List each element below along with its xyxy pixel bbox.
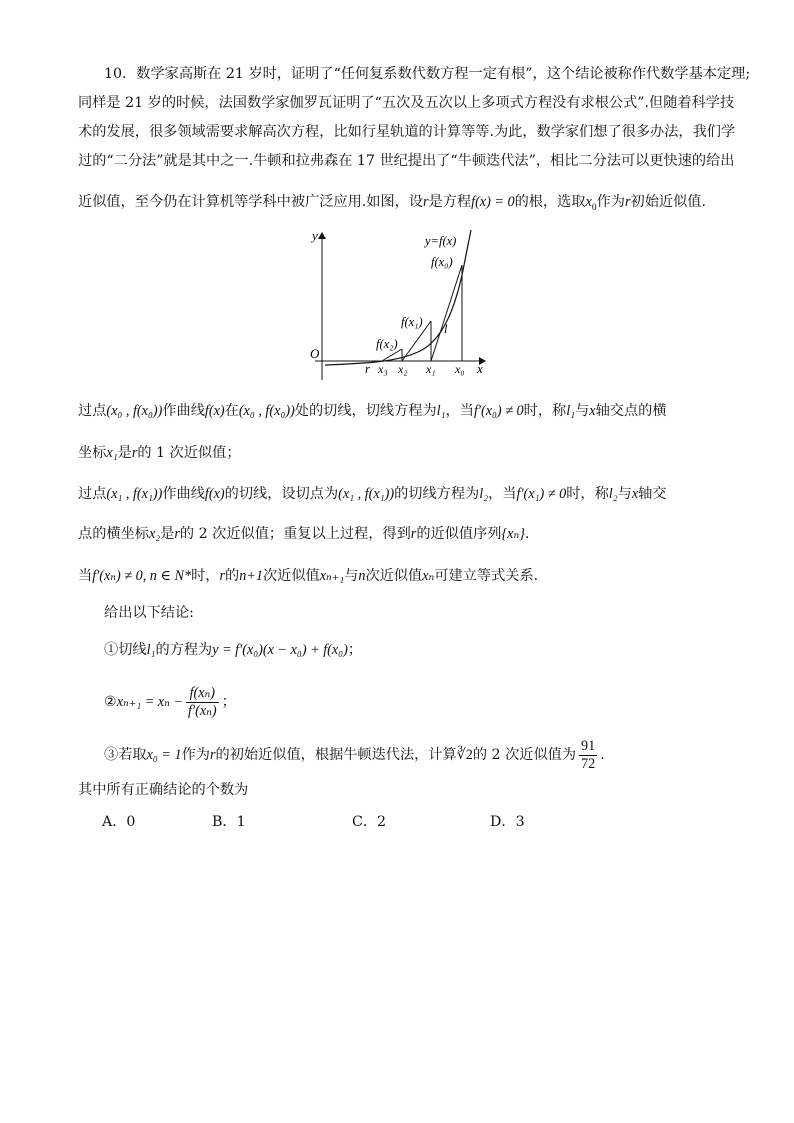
label-l: l [444,322,448,336]
label-fx1: f(x₁) [401,315,423,329]
x-axis-label: x [477,361,483,376]
recurrence-line: 当f′(xₙ) ≠ 0, n ∈ N*时，r的n+1次近似值xₙ₊₁与n次近似值xₙ可建立等式关系. [78,568,539,584]
option-d[interactable]: D．3 [490,814,525,830]
question-text: 其中所有正确结论的个数为 [78,782,249,798]
option-a[interactable]: A．0 [102,814,136,830]
tick-x1: x₁ [426,362,436,376]
curve-label: y=f(x) [425,234,457,248]
option-c[interactable]: C．2 [352,814,387,830]
label-fx2: f(x₂) [376,337,398,351]
problem-line-1 [104,62,751,86]
problem-line-5: 近似值，至今仍在计算机等学科中被广泛应用.如图，设r是方程f(x) = 0的根，选取$x_0$作为r初始近似值. [78,194,706,213]
conclusion-3: ③若取x₀ = 1作为r的初始近似值，根据牛顿迭代法，计算∛2的 2 次近似值为 $\frac{91}{72}$ . [104,737,605,772]
y-axis-label: y [312,228,318,243]
fraction: $\frac{91}{72}$ [581,737,596,772]
problem-line-2: 同样是 21 岁的时候，法国数学家伽罗瓦证明了“五次及五次以上多项式方程没有求根公式”.但随着科学技 [78,95,735,111]
tick-x2: x₂ [398,362,408,376]
problem-line-4: 过的“二分法”就是其中之一.牛顿和拉弗森在 17 世纪提出了“牛顿迭代法”，相比二分法可以更快速的给出 [78,153,735,169]
conclusion-1: ①切线l₁的方程为y = f′(x₀)(x − x₀) + f(x₀)； [104,642,363,658]
curve-fx [325,230,471,365]
problem-number: 10． [104,66,137,82]
tick-r: r [365,362,370,376]
option-b[interactable]: B．1 [212,814,246,830]
problem-text: 数学家高斯在 21 岁时，证明了“任何复系数代数方程一定有根”，这个结论被称作代数学基本定理; [136,66,751,82]
fraction: $\frac{\text{f(xₙ)}}{\text{f′(xₙ)}}$ [188,684,217,719]
second-approx-line: 点的横坐标x₂是r的 2 次近似值；重复以上过程，得到r的近似值序列{xₙ}. [78,526,530,542]
problem-line-3: 术的发展，很多领域需要求解高次方程，比如行星轨道的计算等等.为此，数学家们想了很多办法，我们学 [78,124,736,140]
tangent-l2-line: 过点(x₁ , f(x₁))作曲线f(x)的切线，设切点为(x₁ , f(x₁))的切线方程为l₂，当f′(x₁) ≠ 0时，称l₂与x轴交 [78,486,667,502]
label-fx0: f(x₀) [431,255,453,269]
equation: f(x) = 0 [471,194,515,210]
origin-label: O [310,346,320,361]
given-heading: 给出以下结论: [104,605,194,621]
tick-x0: x₀ [455,362,465,376]
tangent-l1 [431,265,462,361]
conclusion-2: ②xₙ₊₁ = xₙ − $\frac{\text{f(xₙ)}}{\text{f′(xₙ)}}$ ； [104,684,236,719]
first-approx-line: 坐标x₁是r的 1 次近似值； [78,445,241,461]
tangent-l1-line: 过点(x₀ , f(x₀))作曲线f(x)在(x₀ , f(x₀))处的切线，切线方程为l₁，当f′(x₀) ≠ 0时，称l₁与x轴交点的横 [78,403,667,419]
newton-method-figure [305,225,495,385]
answer-options [102,810,662,834]
tick-x3: x₃ [378,362,388,376]
